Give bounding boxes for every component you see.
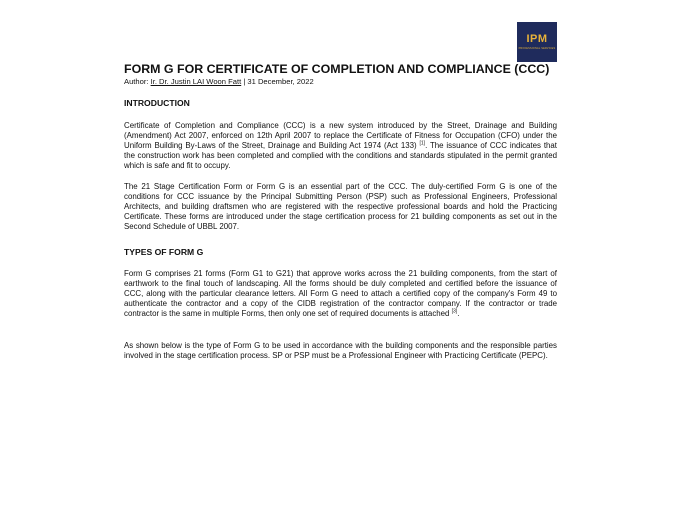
types-heading: TYPES OF FORM G <box>124 247 204 257</box>
types-p1-text-after: . <box>457 309 460 319</box>
types-paragraph-2: As shown below is the type of Form G to be used in accordance with the building components and the responsible parties involved in the stage certification process. SP or PSP must be a Professional Engineer with Practicing Certificate (PEPC). <box>124 341 557 361</box>
byline <box>124 77 314 86</box>
introduction-paragraph-2: The 21 Stage Certification Form or Form G is an essential part of the CCC. The duly-certified Form G is one of the conditions for CCC issuance by the Principal Submitting Person (PSP) such as Professional Engineers, Professional Architects, and building draftsmen who are registered with the respective professional boards and hold the Practicing Certificate. These forms are introduced under the stage certification process for 21 building components as set out in the Second Schedule of UBBL 2007. <box>124 182 557 232</box>
author-label: Author: <box>124 77 151 86</box>
logo-subtext: PROFESSIONAL SERVICES <box>518 47 556 50</box>
publish-date: | 31 December, 2022 <box>241 77 314 86</box>
page-title: FORM G FOR CERTIFICATE OF COMPLETION AND COMPLIANCE (CCC) <box>124 62 550 76</box>
intro-p1-text: Certificate of Completion and Compliance (CCC) is a new system introduced by the Street, Drainage and Building (Amendment) Act 2007, enforced on 12th April 2007 to replace the Certificate of Fitness for Occupation (CFO) under the Uniform Building By-Laws of the Street, Drainage and Building Act 1974 (Act 133) <box>124 121 557 151</box>
introduction-paragraph-1 <box>124 121 557 171</box>
types-p1-text: Form G comprises 21 forms (Form G1 to G21) that approve works across the 21 building components, from the start of earthwork to the final touch of landscaping. All the forms should be duly completed and certified before the issuance of CCC, along with the particular clearance letters. All Form G need to attach a certified copy of the company's Form 49 to authenticate the contractor and a copy of the CIDB registration of the contractor company. If the contractor or trade contractor is the same in multiple Forms, then only one set of required documents is attached <box>124 269 557 319</box>
author-link[interactable]: Ir. Dr. Justin LAI Woon Fatt <box>150 77 242 86</box>
types-paragraph-1 <box>124 269 557 319</box>
ipm-logo <box>517 22 557 62</box>
intro-p1-text-after: . The issuance of CCC indicates that the construction work has been completed and complied with the conditions and standards stipulated in the permit granted which is safe and fit to occupy. <box>124 141 557 171</box>
reference-1-link[interactable]: [1] <box>419 140 426 147</box>
introduction-heading: INTRODUCTION <box>124 98 190 108</box>
logo-text: IPM <box>526 33 548 45</box>
reference-3-link[interactable]: [3] <box>451 308 458 315</box>
